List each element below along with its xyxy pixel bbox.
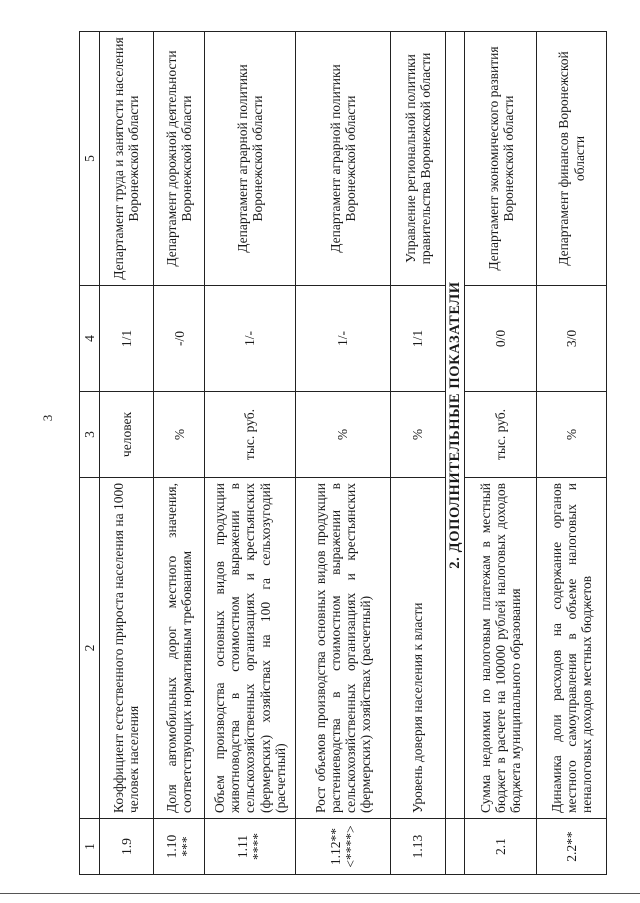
indicator-value: 1/- bbox=[205, 286, 295, 392]
indicator-value: 3/0 bbox=[537, 286, 607, 392]
responsible-department: Департамент труда и занятости населения Воронежской области bbox=[99, 32, 153, 286]
unit-of-measure: человек bbox=[99, 392, 153, 478]
table-row bbox=[391, 32, 445, 875]
indicator-value: -/0 bbox=[153, 286, 204, 392]
row-number: 1.10 *** bbox=[153, 819, 204, 875]
row-number: 1.12** <****> bbox=[295, 819, 391, 875]
column-number-5: 5 bbox=[80, 32, 100, 286]
column-number-2: 2 bbox=[80, 478, 100, 819]
table-row bbox=[205, 32, 295, 875]
indicator-value: 1/1 bbox=[391, 286, 445, 392]
responsible-department: Управление региональной политики правительства Воронежской области bbox=[391, 32, 445, 286]
row-number: 1.9 bbox=[99, 819, 153, 875]
indicator-name: Рост объемов производства основных видов продукции растениеводства в стоимостном выражении в сельскохозяйственных организациях и крестьянских (фермерских) хозяйствах (расчетный) bbox=[295, 478, 391, 819]
indicator-name: Сумма недоимки по налоговым платежам в местный бюджет в расчете на 100000 рублей налоговых доходов бюджета муниципального образования bbox=[465, 478, 537, 819]
column-number-4: 4 bbox=[80, 286, 100, 392]
unit-of-measure: % bbox=[537, 392, 607, 478]
table-row bbox=[295, 32, 391, 875]
section-heading-blank bbox=[445, 819, 465, 875]
responsible-department: Департамент дорожной деятельности Воронежской области bbox=[153, 32, 204, 286]
section-heading-row bbox=[445, 32, 465, 875]
responsible-department: Департамент финансов Воронежской области bbox=[537, 32, 607, 286]
unit-of-measure: тыс. руб. bbox=[205, 392, 295, 478]
unit-of-measure: % bbox=[391, 392, 445, 478]
scan-edge-line bbox=[0, 893, 640, 894]
indicators-table-wrapper bbox=[79, 32, 607, 875]
indicator-name: Доля автомобильных дорог местного значения, соответствующих нормативным требованиям bbox=[153, 478, 204, 819]
table-row bbox=[99, 32, 153, 875]
indicator-value: 0/0 bbox=[465, 286, 537, 392]
indicators-table bbox=[79, 31, 607, 875]
unit-of-measure: тыс. руб. bbox=[465, 392, 537, 478]
indicator-name: Коэффициент естественного прироста населения на 1000 человек населения bbox=[99, 478, 153, 819]
table-row bbox=[153, 32, 204, 875]
indicator-value: 1/1 bbox=[99, 286, 153, 392]
unit-of-measure: % bbox=[153, 392, 204, 478]
table-header-row bbox=[80, 32, 100, 875]
row-number: 1.13 bbox=[391, 819, 445, 875]
indicator-name: Объем производства основных видов продукции животноводства в стоимостном выражении в сельскохозяйственных организациях и крестьянских (фермерских) хозяйствах на 100 га сельхозугодий (расчетный) bbox=[205, 478, 295, 819]
column-number-3: 3 bbox=[80, 392, 100, 478]
table-row bbox=[537, 32, 607, 875]
column-number-1: 1 bbox=[80, 819, 100, 875]
responsible-department: Департамент экономического развития Воронежской области bbox=[465, 32, 537, 286]
indicator-value: 1/- bbox=[295, 286, 391, 392]
page-number: 3 bbox=[40, 414, 55, 422]
unit-of-measure: % bbox=[295, 392, 391, 478]
indicator-name: Динамика доли расходов на содержание органов местного самоуправления в объеме налоговых и неналоговых доходов местных бюджетов bbox=[537, 478, 607, 819]
responsible-department: Департамент аграрной политики Воронежской области bbox=[205, 32, 295, 286]
row-number: 2.1 bbox=[465, 819, 537, 875]
responsible-department: Департамент аграрной политики Воронежской области bbox=[295, 32, 391, 286]
table-row bbox=[465, 32, 537, 875]
row-number: 2.2** bbox=[537, 819, 607, 875]
row-number: 1.11 **** bbox=[205, 819, 295, 875]
indicator-name: Уровень доверия населения к власти bbox=[391, 478, 445, 819]
section-heading: 2. ДОПОЛНИТЕЛЬНЫЕ ПОКАЗАТЕЛИ bbox=[445, 32, 465, 819]
